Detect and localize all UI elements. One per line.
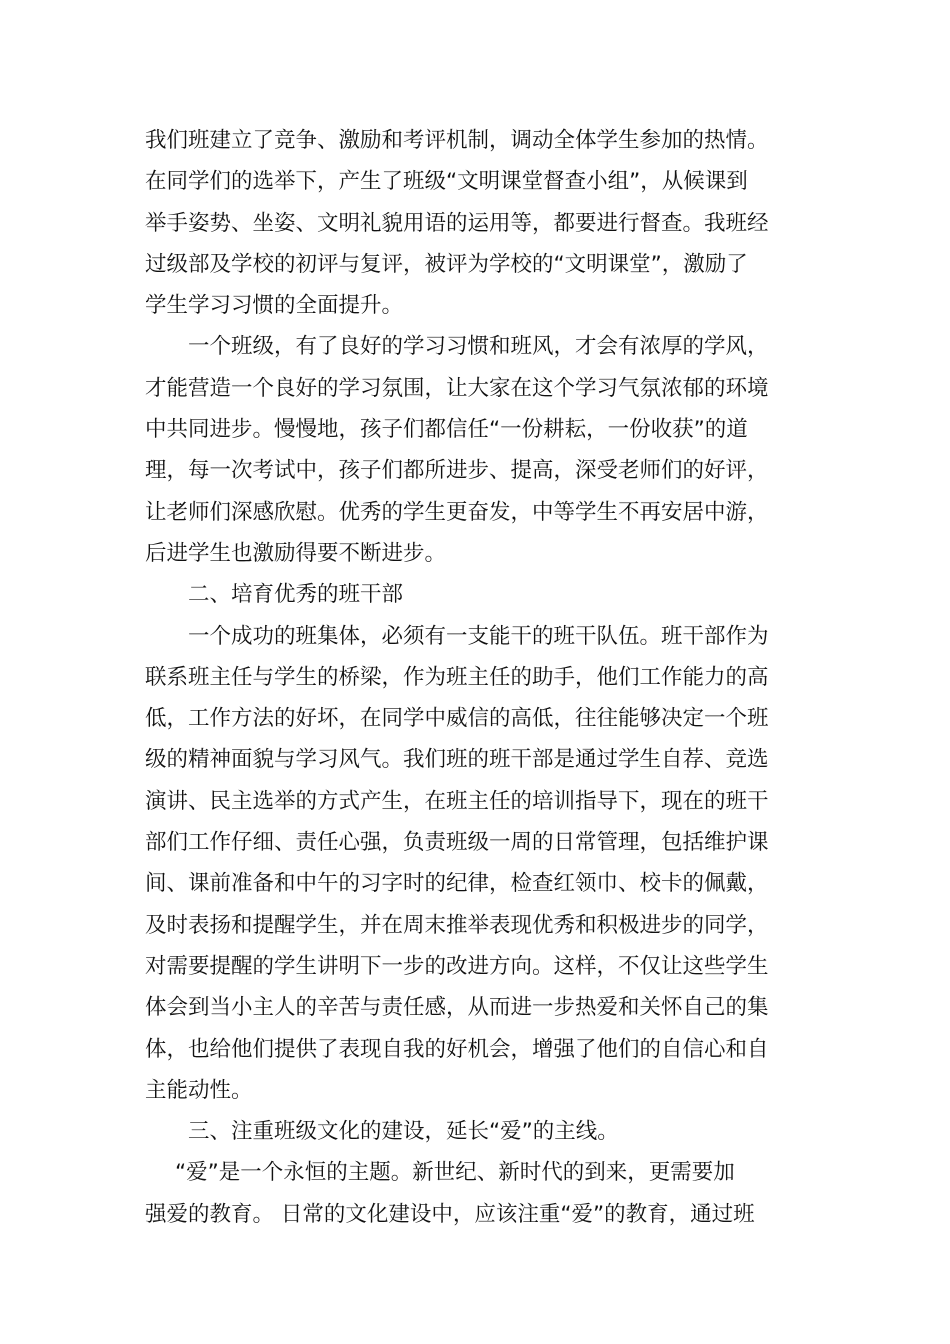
paragraph-start-line: 一个成功的班集体，必须有一支能干的班干队伍。班干部作为 — [188, 623, 769, 649]
text-line: 联系班主任与学生的桥梁，作为班主任的助手，他们工作能力的高 — [145, 664, 769, 690]
text-line: 理，每一次考试中，孩子们都所进步、提高，深受老师们的好评， — [145, 458, 769, 484]
text-line: 对需要提醒的学生讲明下一步的改进方向。这样，不仅让这些学生 — [145, 953, 769, 979]
text-line: 过级部及学校的初评与复评，被评为学校的“文明课堂”，激励了 — [145, 251, 748, 277]
text-line: 我们班建立了竞争、激励和考评机制，调动全体学生参加的热情。 — [145, 128, 769, 153]
text-line: 低，工作方法的好坏，在同学中威信的高低，往往能够决定一个班 — [145, 706, 769, 732]
text-line: 演讲、民主选举的方式产生，在班主任的培训指导下，现在的班干 — [145, 788, 769, 814]
text-line: 强爱的教育。 日常的文化建设中，应该注重“爱”的教育，通过班 — [145, 1201, 755, 1227]
text-line: 体，也给他们提供了表现自我的好机会，增强了他们的自信心和自 — [145, 1036, 769, 1062]
text-line: 后进学生也激励得要不断进步。 — [145, 540, 447, 566]
text-line: 级的精神面貌与学习风气。我们班的班干部是通过学生自荐、竞选 — [145, 747, 769, 773]
text-line: 让老师们深感欣慰。优秀的学生更奋发，中等学生不再安居中游， — [145, 499, 769, 525]
text-line: 及时表扬和提醒学生，并在周末推举表现优秀和积极进步的同学， — [145, 912, 769, 938]
text-line: 在同学们的选举下，产生了班级“文明课堂督查小组”，从候课到 — [145, 169, 748, 195]
text-line: 间、课前准备和中午的习字时的纪律，检查红领巾、校卡的佩戴， — [145, 871, 769, 897]
text-line: 主能动性。 — [145, 1077, 253, 1103]
text-line: 体会到当小主人的辛苦与责任感，从而进一步热爱和关怀自己的集 — [145, 995, 769, 1021]
section-heading-3: 三、注重班级文化的建设，延长“爱”的主线。 — [188, 1119, 619, 1145]
paragraph-start-line: 一个班级，有了良好的学习习惯和班风，才会有浓厚的学风， — [188, 334, 769, 360]
paragraph-start-line: “爱”是一个永恒的主题。新世纪、新时代的到来，更需要加 — [175, 1160, 735, 1186]
section-heading-2: 二、培育优秀的班干部 — [188, 582, 404, 608]
text-line: 才能营造一个良好的学习氛围，让大家在这个学习气氛浓郁的环境 — [145, 375, 769, 401]
text-line: 部们工作仔细、责任心强，负责班级一周的日常管理，包括维护课 — [145, 830, 769, 856]
text-line: 中共同进步。慢慢地，孩子们都信任“一份耕耘，一份收获”的道 — [145, 417, 748, 443]
document-body — [145, 120, 810, 1235]
text-line: 举手姿势、坐姿、文明礼貌用语的运用等，都要进行督查。我班经 — [145, 210, 769, 236]
text-line: 学生学习习惯的全面提升。 — [145, 293, 404, 319]
